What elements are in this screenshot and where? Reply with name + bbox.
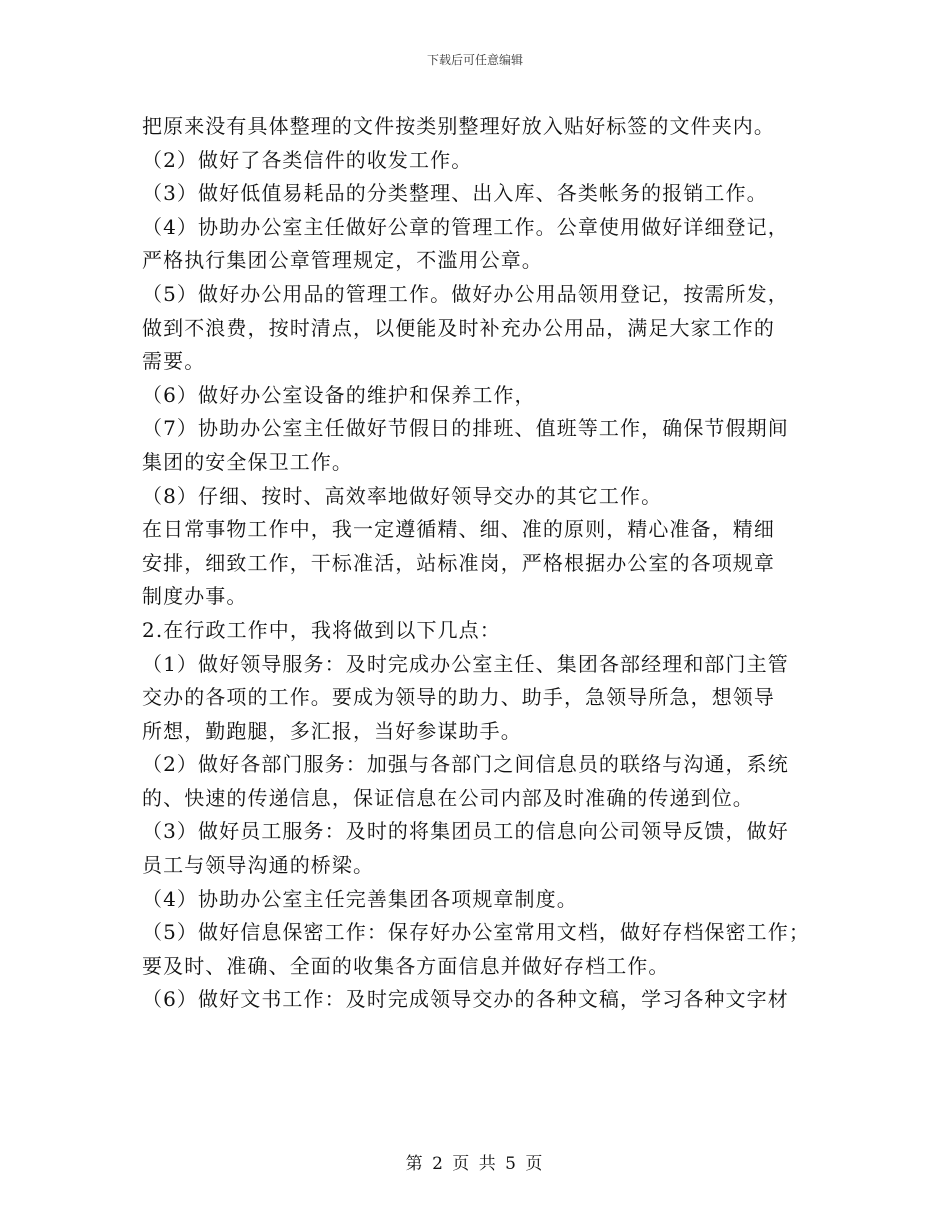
document-body [142,110,822,1017]
text-line: 2.在行政工作中，我将做到以下几点： [142,617,501,642]
text-line: （4）协助办公室主任完善集团各项规章制度。 [142,886,578,911]
text-line: 的、快速的传递信息，保证信息在公司内部及时准确的传递到位。 [142,785,754,810]
text-line: （1）做好领导服务：及时完成办公室主任、集团各部经理和部门主管 [142,651,789,676]
text-line: （8）仔细、按时、高效率地做好领导交办的其它工作。 [142,483,663,508]
text-line: （3）做好员工服务：及时的将集团员工的信息向公司领导反馈，做好 [142,819,789,844]
text-line: 员工与领导沟通的桥梁。 [142,853,375,878]
text-line: 集团的安全保卫工作。 [142,449,353,474]
text-line: 交办的各项的工作。要成为领导的助力、助手，急领导所急，想领导 [142,685,775,710]
text-line: （6）做好文书工作：及时完成领导交办的各种文稿，学习各种文字材 [142,987,789,1012]
text-line: （5）做好办公用品的管理工作。做好办公用品领用登记，按需所发， [142,281,789,306]
text-line: （3）做好低值易耗品的分类整理、出入库、各类帐务的报销工作。 [142,181,768,206]
text-line: 在日常事物工作中，我一定遵循精、细、准的原则，精心准备，精细 [142,517,775,542]
text-line: 制度办事。 [142,584,248,609]
text-line: （2）做好了各类信件的收发工作。 [142,147,473,172]
text-line: 把原来没有具体整理的文件按类别整理好放入贴好标签的文件夹内。 [142,114,775,138]
page-header: 下载后可任意编辑 [426,53,523,67]
page-number-footer: 第 2 页 共 5 页 [405,1154,545,1174]
text-line: 安排，细致工作，干标准活，站标准岗，严格根据办公室的各项规章 [142,550,775,575]
text-line: 做到不浪费，按时清点，以便能及时补充办公用品，满足大家工作的 [142,315,775,340]
text-line: 所想，勤跑腿，多汇报，当好参谋助手。 [142,718,522,743]
text-line: （6）做好办公室设备的维护和保养工作， [142,382,536,407]
text-line: （4）协助办公室主任做好公章的管理工作。公章使用做好详细登记， [142,214,789,239]
text-line: 要及时、准确、全面的收集各方面信息并做好存档工作。 [142,953,670,978]
text-line: 严格执行集团公章管理规定，不滥用公章。 [142,248,543,273]
text-line: （5）做好信息保密工作：保存好办公室常用文档，做好存档保密工作； [142,920,810,945]
text-line: （7）协助办公室主任做好节假日的排班、值班等工作，确保节假期间 [142,416,789,441]
text-line: （2）做好各部门服务：加强与各部门之间信息员的联络与沟通，系统 [142,752,789,777]
text-line: 需要。 [142,349,206,374]
